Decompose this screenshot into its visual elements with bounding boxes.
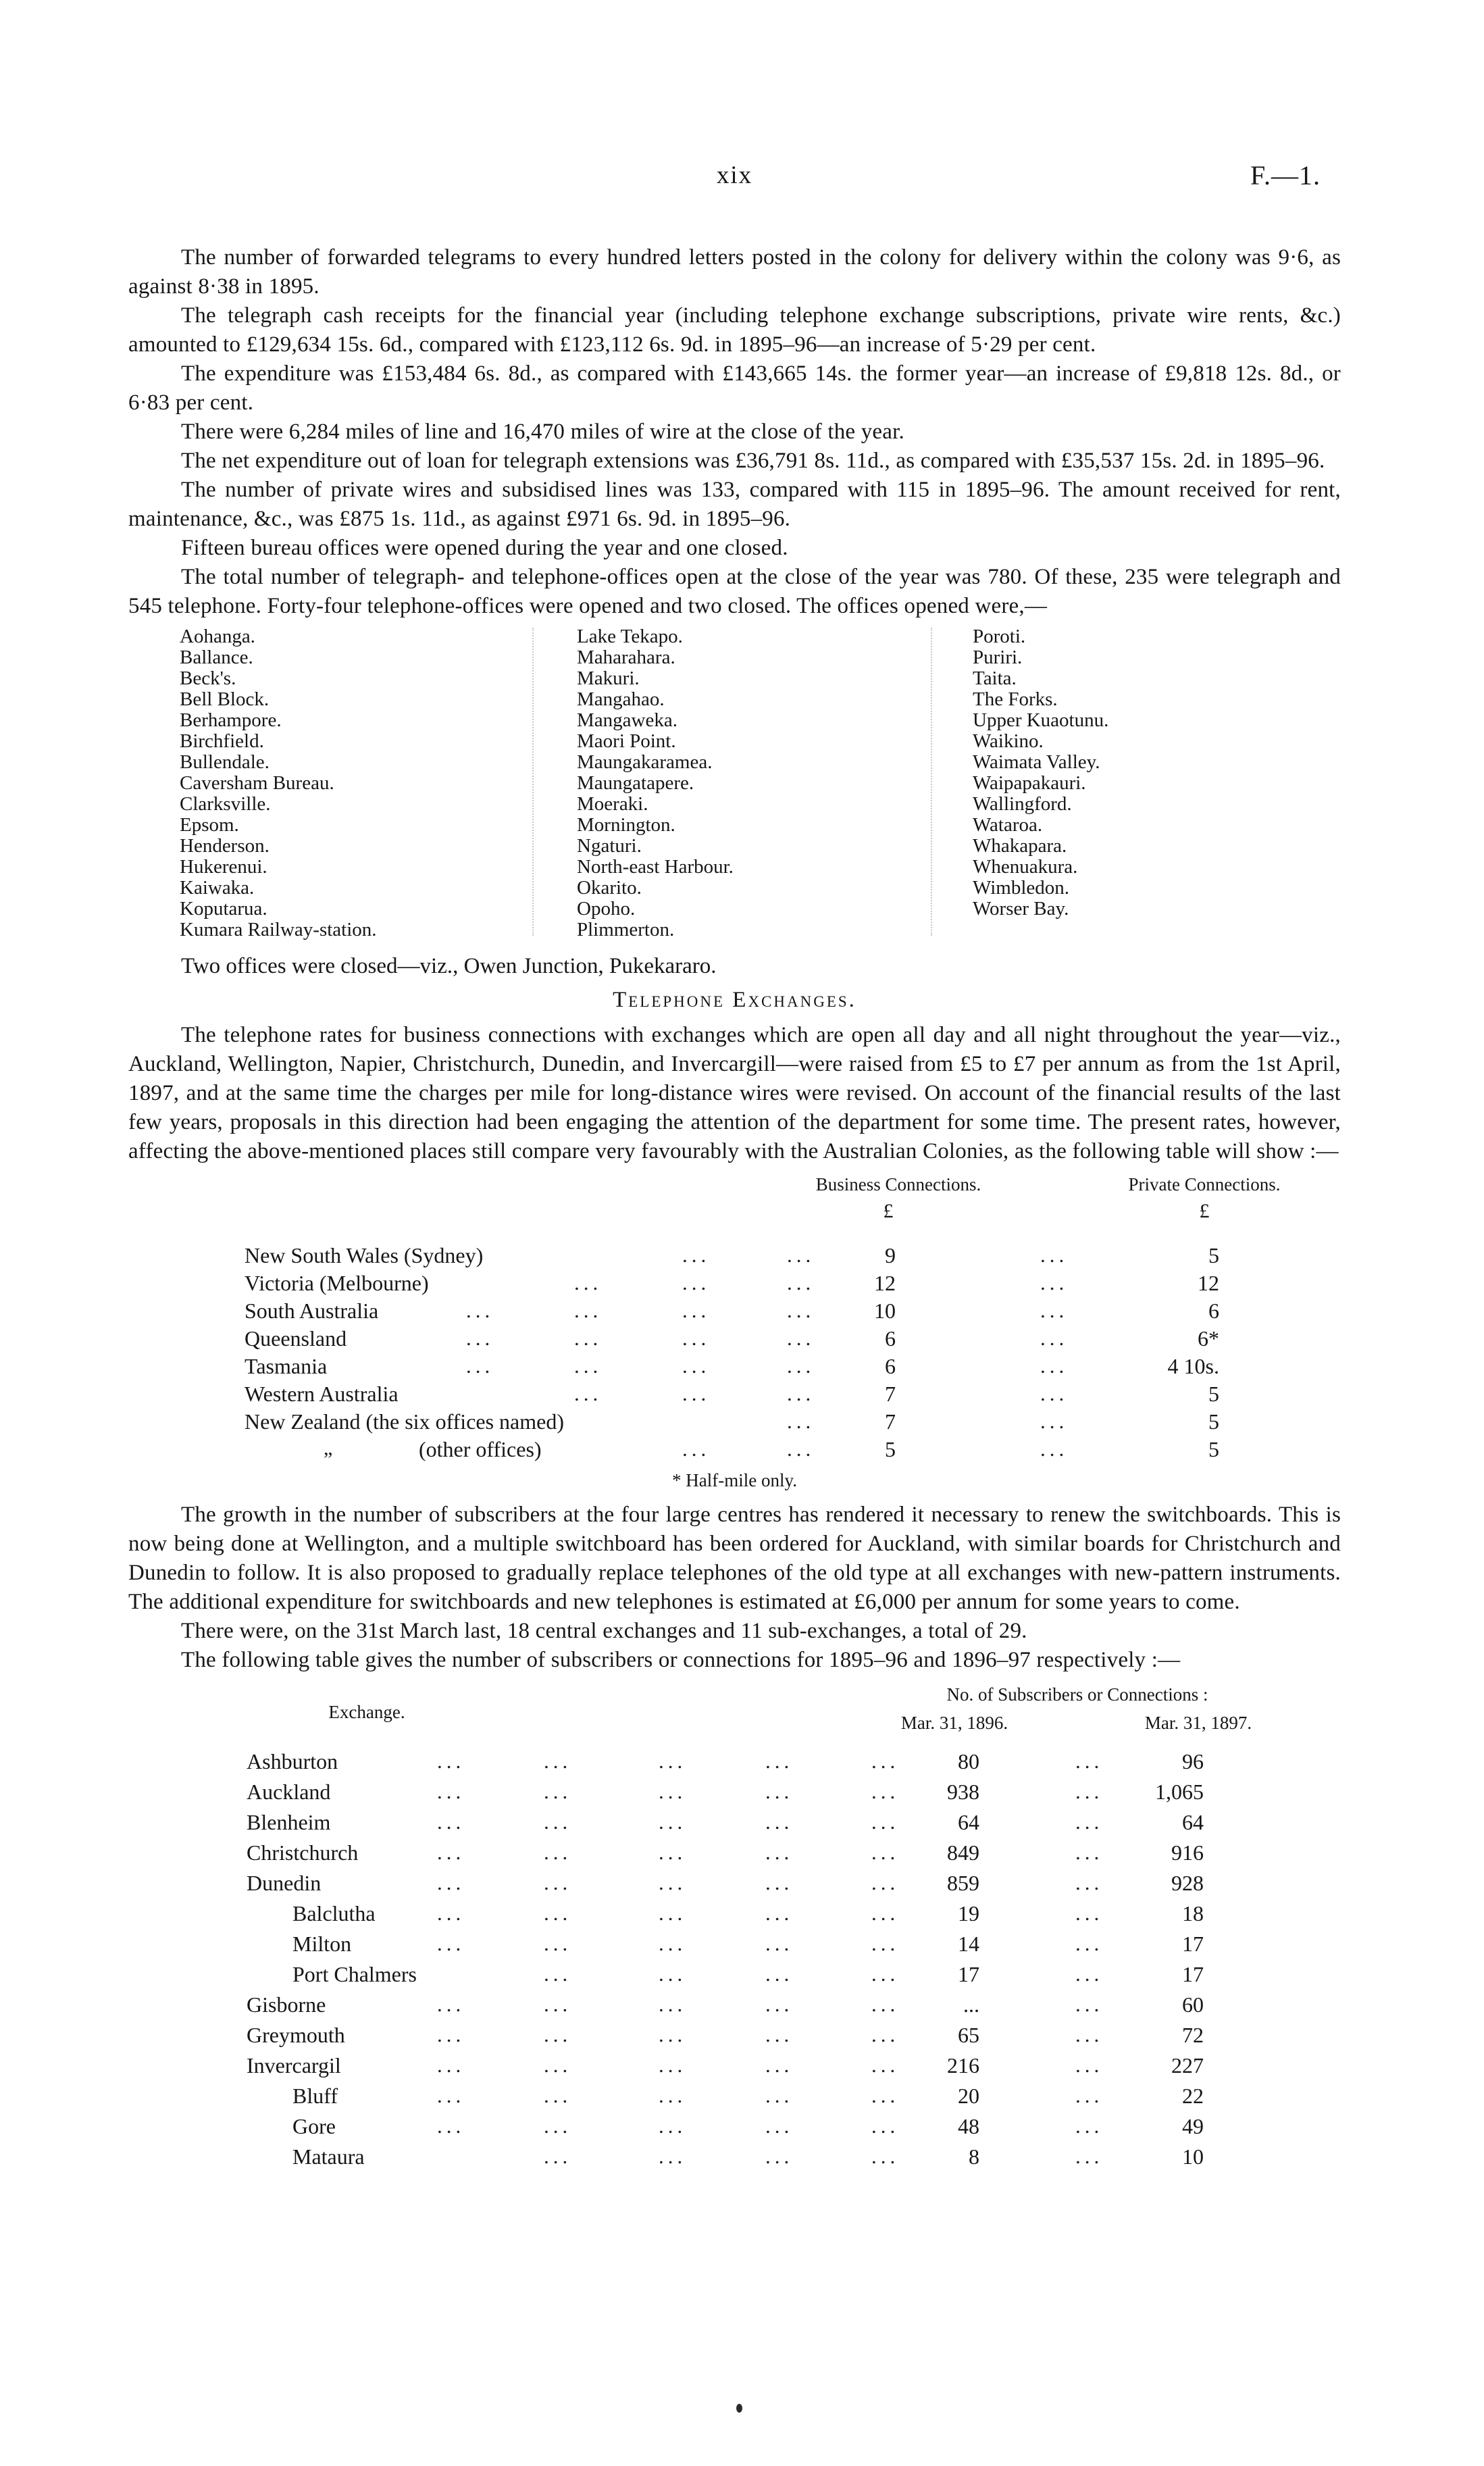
leader-dots: ...	[1040, 1243, 1069, 1267]
currency-symbol: £	[1199, 1200, 1210, 1222]
leader-dots: ...	[682, 1382, 711, 1405]
leader-dots: ...	[1040, 1326, 1069, 1350]
business-rate-value: 7	[885, 1409, 896, 1434]
exchange-label: Bluff	[292, 2084, 338, 2108]
leader-dots: ...	[574, 1271, 603, 1294]
office-name: Waipapakauri.	[973, 772, 1086, 794]
exchange-column-header: Exchange.	[328, 1702, 405, 1722]
table-row	[128, 2053, 1341, 2084]
subscribers-group-header: No. of Subscribers or Connections :	[946, 1684, 1208, 1705]
leader-dots: ...	[1075, 1992, 1104, 2016]
table-row	[128, 1243, 1341, 1271]
intro-paragraphs	[128, 243, 1341, 621]
private-rate-value: 5	[1208, 1382, 1219, 1406]
leader-dots: ...	[871, 1992, 900, 2016]
office-name: Poroti.	[973, 626, 1026, 647]
leader-dots: ...	[1075, 1780, 1104, 1803]
leader-dots: ...	[437, 2053, 465, 2077]
subscribers-1896-value: 65	[958, 2023, 979, 2047]
subscribers-1896-value: 216	[947, 2053, 979, 2078]
table-row	[128, 1326, 1341, 1354]
leader-dots: ...	[1075, 1901, 1104, 1925]
business-rate-value: 6	[885, 1354, 896, 1378]
leader-dots: ...	[682, 1299, 711, 1322]
paragraph-cash-receipts: The telegraph cash receipts for the financial year (including telephone exchange subscriptions, private wire rents, &c.) amounted to £129,634 15s. 6d., compared with £123,112 6s. 9d. in 1895–96—an increase of 5·29 per cent.	[128, 303, 1341, 357]
currency-symbol: £	[883, 1200, 894, 1222]
leader-dots: ...	[765, 2053, 794, 2077]
table-row	[128, 1409, 1341, 1437]
leader-dots: ...	[544, 1992, 572, 2016]
exchange-label: Port Chalmers	[292, 1962, 417, 1986]
leader-dots: ...	[787, 1437, 815, 1461]
leader-dots: ...	[659, 2114, 687, 2138]
leader-dots: ...	[787, 1271, 815, 1294]
paragraph-telephone-rates: The telephone rates for business connections with exchanges which are open all day and all night throughout the year—viz., Auckland, Wellington, Napier, Christchurch, Dunedin, and Invercargill—were raised from £5 to £7 per annum as from the 1st April, 1897, and at the same time the charges per mile for long-distance wires were revised. On account of the financial results of the last few years, proposals in this direction had been engaging the attention of the department for some time. The present rates, however, affecting the above-mentioned places still compare very favourably with the Australian Colonies, as the following table will show :—	[128, 1023, 1341, 1163]
colony-label: Western Australia	[245, 1382, 399, 1406]
subscribers-1897-value: 227	[1171, 2053, 1204, 2078]
subscribers-1896-value: 17	[958, 1962, 979, 1986]
subscribers-1897-value: 10	[1182, 2144, 1204, 2169]
leader-dots: ...	[437, 1932, 465, 1955]
leader-dots: ...	[871, 2053, 900, 2077]
exchange-label: Milton	[292, 1932, 352, 1956]
leader-dots: ...	[871, 1962, 900, 1986]
leader-dots: ...	[871, 2144, 900, 2168]
subscribers-1896-value: 64	[958, 1810, 979, 1834]
office-name: Epsom.	[180, 814, 239, 836]
leader-dots: ...	[1075, 1932, 1104, 1955]
leader-dots: ...	[1075, 2144, 1104, 2168]
private-rate-value: 4 10s.	[1167, 1354, 1219, 1378]
table-row	[128, 1901, 1341, 1932]
page-number: xix	[716, 161, 753, 189]
paragraph-telegram-ratio: The number of forwarded telegrams to every hundred letters posted in the colony for delivery within the colony was 9·6, as against 8·38 in 1895.	[128, 245, 1341, 299]
office-name: Mangahao.	[577, 688, 665, 710]
subscribers-1896-value: ...	[963, 1992, 979, 2017]
colony-label: New South Wales (Sydney)	[245, 1243, 484, 1267]
table-row	[128, 1437, 1341, 1465]
private-rate-value: 5	[1208, 1437, 1219, 1461]
colony-label: New Zealand (the six offices named)	[245, 1409, 564, 1434]
offices-column-1	[180, 626, 377, 940]
year-1896-header: Mar. 31, 1896.	[900, 1713, 1008, 1733]
office-name: Makuri.	[577, 668, 640, 689]
leader-dots: ...	[544, 1871, 572, 1894]
office-name: Mornington.	[577, 814, 675, 836]
leader-dots: ...	[659, 1962, 687, 1986]
office-name: Beck's.	[180, 668, 236, 689]
table-row	[128, 1382, 1341, 1409]
leader-dots: ...	[1075, 1749, 1104, 1773]
subscribers-table-header	[128, 1684, 1341, 1749]
business-rate-value: 6	[885, 1326, 896, 1351]
subscribers-1897-value: 60	[1182, 1992, 1204, 2017]
leader-dots: ...	[466, 1326, 494, 1350]
office-name: Upper Kuaotunu.	[973, 709, 1109, 731]
leader-dots: ...	[437, 1840, 465, 1864]
exchange-label: Auckland	[247, 1780, 331, 1804]
table-row	[128, 1840, 1341, 1871]
subscribers-1896-value: 938	[947, 1780, 979, 1804]
table-row	[128, 2144, 1341, 2175]
rates-footnote: * Half-mile only.	[672, 1470, 797, 1490]
leader-dots: ...	[1075, 2053, 1104, 2077]
office-name: The Forks.	[973, 688, 1058, 710]
leader-dots: ...	[871, 1871, 900, 1894]
leader-dots: ...	[1040, 1299, 1069, 1322]
leader-dots: ...	[765, 1992, 794, 2016]
leader-dots: ...	[437, 1780, 465, 1803]
exchange-label: Blenheim	[247, 1810, 331, 1834]
leader-dots: ...	[544, 1810, 572, 1834]
print-speck	[736, 2404, 742, 2413]
office-name: Maungatapere.	[577, 772, 694, 794]
paragraph-table-intro: The following table gives the number of subscribers or connections for 1895–96 and 1896–97 respectively :—	[181, 1648, 1181, 1672]
subscribers-1896-value: 20	[958, 2084, 979, 2108]
leader-dots: ...	[437, 1871, 465, 1894]
table-row	[128, 1271, 1341, 1299]
leader-dots: ...	[765, 1840, 794, 1864]
subscribers-1896-value: 8	[969, 2144, 979, 2169]
leader-dots: ...	[871, 1749, 900, 1773]
office-name: Okarito.	[577, 877, 642, 899]
subscribers-1896-value: 48	[958, 2114, 979, 2138]
leader-dots: ...	[765, 1962, 794, 1986]
office-name: Ballance.	[180, 647, 253, 668]
exchange-label: Invercargil	[247, 2053, 341, 2078]
exchange-label: Balclutha	[292, 1901, 376, 1926]
office-name: Wataroa.	[973, 814, 1043, 836]
leader-dots: ...	[1075, 2023, 1104, 2046]
paragraph-office-totals: The total number of telegraph- and telephone-offices open at the close of the year was 780. Of these, 235 were telegraph and 545 telephone. Forty-four telephone-offices were opened and two closed. The offices opened were,—	[128, 565, 1341, 618]
exchange-label: Mataura	[292, 2144, 365, 2169]
office-name: North-east Harbour.	[577, 856, 734, 878]
office-name: Whenuakura.	[973, 856, 1078, 878]
office-name: Moeraki.	[577, 793, 648, 815]
leader-dots: ...	[574, 1354, 603, 1378]
exchange-label: Christchurch	[247, 1840, 359, 1865]
leader-dots: ...	[544, 1901, 572, 1925]
leader-dots: ...	[1040, 1409, 1069, 1433]
subscribers-1897-value: 49	[1182, 2114, 1204, 2138]
offices-column-2	[577, 626, 734, 940]
leader-dots: ...	[574, 1299, 603, 1322]
leader-dots: ...	[1075, 1810, 1104, 1834]
section-heading: Telephone Exchanges.	[613, 988, 856, 1012]
leader-dots: ...	[871, 1932, 900, 1955]
document-page	[128, 0, 1341, 2175]
leader-dots: ...	[437, 2023, 465, 2046]
leader-dots: ...	[1075, 1871, 1104, 1894]
office-name: Henderson.	[180, 835, 270, 857]
leader-dots: ...	[659, 1871, 687, 1894]
table-row	[128, 2023, 1341, 2053]
table-row	[128, 1749, 1341, 1780]
business-rate-value: 12	[874, 1271, 896, 1295]
office-name: Waimata Valley.	[973, 751, 1100, 773]
colony-label: (other offices)	[419, 1437, 542, 1461]
subscribers-1897-value: 17	[1182, 1932, 1204, 1956]
leader-dots: ...	[659, 1992, 687, 2016]
leader-dots: ...	[659, 2023, 687, 2046]
office-name: Puriri.	[973, 647, 1023, 668]
exchange-label: Dunedin	[247, 1871, 322, 1895]
paragraph-expenditure: The expenditure was £153,484 6s. 8d., as compared with £143,665 14s. the former year—an increase of £9,818 12s. 8d., or 6·83 per cent.	[128, 361, 1341, 415]
leader-dots: ...	[871, 1840, 900, 1864]
subscribers-1897-value: 22	[1182, 2084, 1204, 2108]
paragraph-private-wires: The number of private wires and subsidised lines was 133, compared with 115 in 1895–96. The amount received for rent, maintenance, &c., was £875 1s. 11d., as against £971 6s. 9d. in 1895–96.	[128, 478, 1341, 531]
leader-dots: ...	[659, 1840, 687, 1864]
offices-opened-list	[128, 625, 1341, 942]
leader-dots: ...	[765, 2084, 794, 2107]
office-name: Kaiwaka.	[180, 877, 255, 899]
leader-dots: ...	[765, 1810, 794, 1834]
leader-dots: ...	[787, 1409, 815, 1433]
subscribers-1896-value: 80	[958, 1749, 979, 1773]
private-connections-header: Private Connections.	[1128, 1174, 1281, 1194]
leader-dots: ...	[871, 2114, 900, 2138]
leader-dots: ...	[1040, 1382, 1069, 1405]
leader-dots: ...	[544, 1962, 572, 1986]
office-name: Aohanga.	[180, 626, 255, 647]
leader-dots: ...	[682, 1326, 711, 1350]
subscribers-1897-value: 64	[1182, 1810, 1204, 1834]
office-name: Caversham Bureau.	[180, 772, 334, 794]
rates-table-rows	[128, 1243, 1341, 1465]
leader-dots: ...	[682, 1437, 711, 1461]
private-rate-value: 6	[1208, 1299, 1219, 1323]
leader-dots: ...	[1075, 2114, 1104, 2138]
office-name: Opoho.	[577, 898, 636, 920]
leader-dots: ...	[544, 2084, 572, 2107]
table-row	[128, 1810, 1341, 1840]
leader-dots: ...	[544, 2144, 572, 2168]
subscribers-1897-value: 17	[1182, 1962, 1204, 1986]
subscribers-1897-value: 96	[1182, 1749, 1204, 1773]
business-rate-value: 10	[874, 1299, 896, 1323]
office-name: Koputarua.	[180, 898, 267, 920]
subscribers-1897-value: 928	[1171, 1871, 1204, 1895]
private-rate-value: 5	[1208, 1409, 1219, 1434]
leader-dots: ...	[659, 2084, 687, 2107]
business-rate-value: 7	[885, 1382, 896, 1406]
leader-dots: ...	[659, 1810, 687, 1834]
leader-dots: ...	[1075, 1962, 1104, 1986]
subscribers-1897-value: 72	[1182, 2023, 1204, 2047]
subscribers-1896-value: 849	[947, 1840, 979, 1865]
office-name: Clarksville.	[180, 793, 271, 815]
subscribers-1896-value: 859	[947, 1871, 979, 1895]
office-name: Maori Point.	[577, 730, 676, 752]
office-name: Maharahara.	[577, 647, 675, 668]
office-name: Berhampore.	[180, 709, 282, 731]
year-1897-header: Mar. 31, 1897.	[1144, 1713, 1252, 1733]
subscribers-table	[128, 1684, 1341, 2175]
office-name: Taita.	[973, 668, 1017, 689]
leader-dots: ...	[765, 1749, 794, 1773]
subscribers-1896-value: 14	[958, 1932, 979, 1956]
leader-dots: ...	[1040, 1437, 1069, 1461]
page-header	[128, 161, 1341, 196]
leader-dots: ...	[659, 1901, 687, 1925]
office-name: Kumara Railway-station.	[180, 919, 377, 940]
leader-dots: ...	[682, 1243, 711, 1267]
office-name: Birchfield.	[180, 730, 264, 752]
leader-dots: ...	[682, 1354, 711, 1378]
leader-dots: ...	[437, 1810, 465, 1834]
rates-intro	[128, 1021, 1341, 1166]
private-rate-value: 12	[1198, 1271, 1219, 1295]
leader-dots: ...	[659, 1932, 687, 1955]
colony-label: Victoria (Melbourne)	[245, 1271, 429, 1295]
table-row	[128, 1871, 1341, 1901]
colony-label: Tasmania	[245, 1354, 328, 1378]
leader-dots: ...	[871, 1901, 900, 1925]
leader-dots: ...	[787, 1243, 815, 1267]
table-row	[128, 1932, 1341, 1962]
office-name: Mangaweka.	[577, 709, 677, 731]
paragraph-bureau-offices: Fifteen bureau offices were opened during the year and one closed.	[181, 536, 788, 560]
leader-dots: ...	[437, 1749, 465, 1773]
table-row	[128, 1962, 1341, 1992]
offices-closed-line: Two offices were closed—viz., Owen Junction, Pukekararo.	[181, 954, 717, 978]
office-name: Maungakaramea.	[577, 751, 713, 773]
office-name: Bullendale.	[180, 751, 270, 773]
leader-dots: ...	[544, 2114, 572, 2138]
leader-dots: ...	[437, 1901, 465, 1925]
subscribers-1897-value: 1,065	[1155, 1780, 1204, 1804]
leader-dots: ...	[437, 2084, 465, 2107]
leader-dots: ...	[765, 1901, 794, 1925]
leader-dots: ...	[659, 2144, 687, 2168]
leader-dots: ...	[466, 1299, 494, 1322]
leader-dots: ...	[871, 1810, 900, 1834]
leader-dots: ...	[1075, 2084, 1104, 2107]
offices-column-3	[973, 626, 1108, 920]
leader-dots: ...	[544, 2053, 572, 2077]
exchange-label: Greymouth	[247, 2023, 345, 2047]
office-name: Lake Tekapo.	[577, 626, 683, 647]
leader-dots: ...	[437, 1992, 465, 2016]
leader-dots: ...	[544, 1932, 572, 1955]
table-row	[128, 1299, 1341, 1326]
leader-dots: ...	[765, 1871, 794, 1894]
document-reference: F.—1.	[1250, 160, 1321, 191]
leader-dots: ...	[787, 1354, 815, 1378]
leader-dots: ...	[871, 2023, 900, 2046]
table-row	[128, 1780, 1341, 1810]
table-row	[128, 2084, 1341, 2114]
telephone-paragraphs	[128, 1501, 1341, 1675]
paragraph-loan-expenditure: The net expenditure out of loan for telegraph extensions was £36,791 8s. 11d., as compared with £35,537 15s. 2d. in 1895–96.	[181, 449, 1325, 473]
column-divider	[931, 628, 932, 936]
office-name: Worser Bay.	[973, 898, 1069, 920]
leader-dots: ...	[544, 1840, 572, 1864]
exchange-label: Gore	[292, 2114, 336, 2138]
private-rate-value: 6*	[1198, 1326, 1219, 1351]
rates-table-header	[128, 1174, 1341, 1243]
leader-dots: ...	[871, 1780, 900, 1803]
leader-dots: ...	[659, 2053, 687, 2077]
colony-label: South Australia	[245, 1299, 379, 1323]
leader-dots: ...	[787, 1326, 815, 1350]
table-row	[128, 2114, 1341, 2144]
subscribers-table-rows	[128, 1749, 1341, 2175]
leader-dots: ...	[574, 1326, 603, 1350]
leader-dots: ...	[659, 1749, 687, 1773]
colony-label: Queensland	[245, 1326, 347, 1351]
office-name: Bell Block.	[180, 688, 270, 710]
office-name: Waikino.	[973, 730, 1044, 752]
subscribers-1897-value: 18	[1182, 1901, 1204, 1926]
office-name: Hukerenui.	[180, 856, 267, 878]
private-rate-value: 5	[1208, 1243, 1219, 1267]
rates-table	[128, 1174, 1341, 1491]
business-rate-value: 5	[885, 1437, 896, 1461]
ditto-mark: „	[324, 1437, 333, 1459]
leader-dots: ...	[1040, 1354, 1069, 1378]
leader-dots: ...	[1075, 1840, 1104, 1864]
office-name: Wallingford.	[973, 793, 1072, 815]
office-name: Wimbledon.	[973, 877, 1070, 899]
leader-dots: ...	[574, 1382, 603, 1405]
leader-dots: ...	[544, 2023, 572, 2046]
exchange-label: Ashburton	[247, 1749, 338, 1773]
column-divider	[532, 628, 534, 936]
business-connections-header: Business Connections.	[815, 1174, 981, 1194]
leader-dots: ...	[437, 2114, 465, 2138]
office-name: Ngaturi.	[577, 835, 642, 857]
office-name: Whakapara.	[973, 835, 1067, 857]
leader-dots: ...	[765, 2023, 794, 2046]
exchange-label: Gisborne	[247, 1992, 326, 2017]
leader-dots: ...	[682, 1271, 711, 1294]
subscribers-1896-value: 19	[958, 1901, 979, 1926]
business-rate-value: 9	[885, 1243, 896, 1267]
paragraph-exchange-count: There were, on the 31st March last, 18 central exchanges and 11 sub-exchanges, a total of 29.	[181, 1619, 1027, 1643]
leader-dots: ...	[1040, 1271, 1069, 1294]
paragraph-switchboards: The growth in the number of subscribers at the four large centres has rendered it necessary to renew the switchboards. This is now being done at Wellington, and a multiple switchboard has been ordered for Auckland, with similar boards for Christchurch and Dunedin to follow. It is also proposed to gradually replace telephones of the old type at all exchanges with new-pattern instruments. The additional expenditure for switchboards and new telephones is estimated at £6,000 per annum for some years to come.	[128, 1503, 1341, 1614]
leader-dots: ...	[765, 2114, 794, 2138]
leader-dots: ...	[544, 1780, 572, 1803]
paragraph-miles: There were 6,284 miles of line and 16,470 miles of wire at the close of the year.	[181, 420, 904, 444]
leader-dots: ...	[765, 1932, 794, 1955]
leader-dots: ...	[765, 1780, 794, 1803]
table-row	[128, 1354, 1341, 1382]
office-name: Plimmerton.	[577, 919, 675, 940]
leader-dots: ...	[544, 1749, 572, 1773]
leader-dots: ...	[765, 2144, 794, 2168]
table-row	[128, 1992, 1341, 2023]
leader-dots: ...	[466, 1354, 494, 1378]
leader-dots: ...	[659, 1780, 687, 1803]
leader-dots: ...	[787, 1299, 815, 1322]
subscribers-1897-value: 916	[1171, 1840, 1204, 1865]
leader-dots: ...	[871, 2084, 900, 2107]
leader-dots: ...	[787, 1382, 815, 1405]
